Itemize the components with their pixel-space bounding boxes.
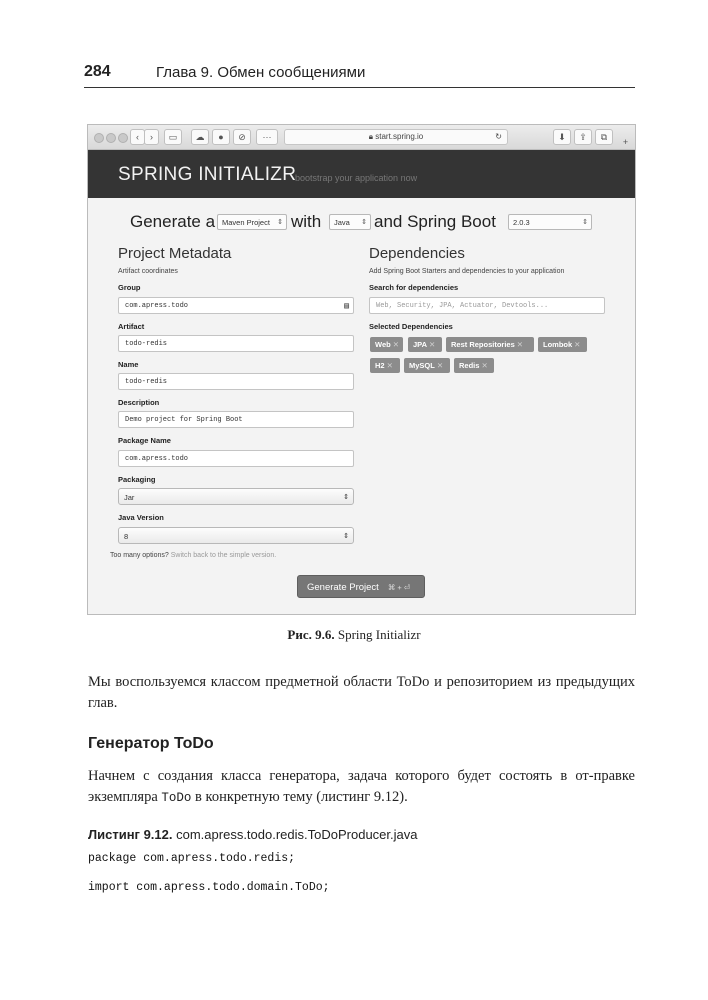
select-arrow-icon: ⇕ xyxy=(343,494,349,501)
more-icon[interactable]: ··· xyxy=(256,129,278,145)
java-version-select[interactable]: 8 ⇕ xyxy=(118,527,354,544)
app-subtitle: bootstrap your application now xyxy=(295,173,418,183)
name-label: Name xyxy=(118,360,139,369)
sidebar-icon[interactable]: ▭ xyxy=(164,129,182,145)
selected-label: Selected Dependencies xyxy=(369,322,453,331)
artifact-input[interactable]: todo-redis xyxy=(118,335,354,352)
select-arrow-icon: ⇕ xyxy=(277,219,283,226)
chapter-title: Глава 9. Обмен сообщениями xyxy=(156,64,366,81)
name-input[interactable]: todo-redis xyxy=(118,373,354,390)
package-input[interactable]: com.apress.todo xyxy=(118,450,354,467)
description-label: Description xyxy=(118,398,160,407)
dependency-search-input[interactable]: Web, Security, JPA, Actuator, Devtools... xyxy=(369,297,605,314)
group-label: Group xyxy=(118,283,141,292)
paragraph-2: Начнем с создания класса генератора, задача которого будет состоять в от-правке экземпляра ToDo в конкретную тему (листинг 9.12). xyxy=(88,768,635,805)
contact-card-icon: ▤ xyxy=(344,302,349,311)
code-line-import: import com.apress.todo.domain.ToDo; xyxy=(88,881,330,894)
metadata-subheading: Artifact coordinates xyxy=(118,268,178,275)
dependencies-heading: Dependencies xyxy=(369,245,465,262)
back-icon[interactable]: ‹ xyxy=(130,129,145,145)
window-zoom-dot[interactable] xyxy=(118,133,128,143)
remove-icon: ✕ xyxy=(392,340,399,349)
section-title: Генератор ToDo xyxy=(88,735,214,752)
remove-icon: ✕ xyxy=(429,340,436,349)
dependencies-subheading: Add Spring Boot Starters and dependencies to your application xyxy=(369,268,565,275)
window-close-dot[interactable] xyxy=(94,133,104,143)
remove-icon: ✕ xyxy=(574,340,581,349)
reload-icon[interactable]: ↻ xyxy=(495,132,502,141)
chip-mysql[interactable]: MySQL ✕ xyxy=(404,358,450,373)
figure-caption: Рис. 9.6. Spring Initializr xyxy=(287,627,421,642)
language-select[interactable]: Java ⇕ xyxy=(329,214,371,230)
listing-caption: Листинг 9.12. com.apress.todo.redis.ToDoProducer.java xyxy=(88,827,418,842)
select-arrow-icon: ⇕ xyxy=(361,219,367,226)
boot-version-select[interactable]: 2.0.3 ⇕ xyxy=(508,214,592,230)
browser-toolbar xyxy=(88,125,635,150)
chip-rest-repositories[interactable]: Rest Repositories ✕ xyxy=(446,337,534,352)
lock-icon: 🔒︎ xyxy=(368,132,373,141)
cloud-icon[interactable]: ☁ xyxy=(191,129,209,145)
metadata-heading: Project Metadata xyxy=(118,245,232,262)
chip-web[interactable]: Web ✕ xyxy=(370,337,403,352)
app-header xyxy=(88,150,635,198)
packaging-select[interactable]: Jar ⇕ xyxy=(118,488,354,505)
download-icon[interactable]: ⬇ xyxy=(553,129,571,145)
select-arrow-icon: ⇕ xyxy=(582,219,588,226)
description-input[interactable]: Demo project for Spring Boot xyxy=(118,411,354,428)
chip-h2[interactable]: H2 ✕ xyxy=(370,358,400,373)
group-input[interactable]: com.apress.todo ▤ xyxy=(118,297,354,314)
url-text: start.spring.io xyxy=(375,132,424,141)
switch-simple-link[interactable]: Switch back to the simple version. xyxy=(170,552,277,559)
search-label: Search for dependencies xyxy=(369,283,459,292)
share-icon[interactable]: ⇪ xyxy=(574,129,592,145)
chip-lombok[interactable]: Lombok ✕ xyxy=(538,337,587,352)
too-many-options: Too many options? Switch back to the simple version. xyxy=(110,552,277,559)
paragraph-1: Мы воспользуемся классом предметной области ToDo и репозиторием из предыдущих глав. xyxy=(88,674,635,711)
packaging-label: Packaging xyxy=(118,475,156,484)
chip-redis[interactable]: Redis ✕ xyxy=(454,358,494,373)
header-rule xyxy=(84,87,635,88)
figure-screenshot xyxy=(87,124,636,615)
page-number: 284 xyxy=(84,63,111,80)
tabs-icon[interactable]: ⧉ xyxy=(595,129,613,145)
boot-label: and Spring Boot xyxy=(374,212,496,231)
generate-project-button[interactable]: Generate Project ⌘ + ⏎ xyxy=(297,575,425,598)
java-version-label: Java Version xyxy=(118,513,164,522)
chip-jpa[interactable]: JPA ✕ xyxy=(408,337,442,352)
remove-icon: ✕ xyxy=(436,361,444,370)
artifact-label: Artifact xyxy=(118,322,145,331)
app-title: SPRING INITIALIZR xyxy=(118,164,297,185)
address-bar[interactable] xyxy=(284,129,508,145)
plus-icon[interactable]: + xyxy=(622,137,629,147)
package-label: Package Name xyxy=(118,436,171,445)
select-arrow-icon: ⇕ xyxy=(343,533,349,540)
with-label: with xyxy=(291,212,322,231)
code-line-package: package com.apress.todo.redis; xyxy=(88,852,296,865)
window-minimize-dot[interactable] xyxy=(106,133,116,143)
remove-icon: ✕ xyxy=(386,361,393,370)
generate-prefix: Generate a xyxy=(130,212,216,231)
block-icon[interactable]: ⊘ xyxy=(233,129,251,145)
project-type-select[interactable]: Maven Project ⇕ xyxy=(217,214,287,230)
forward-icon[interactable]: › xyxy=(144,129,159,145)
remove-icon: ✕ xyxy=(481,361,488,370)
remove-icon: ✕ xyxy=(516,340,524,349)
stop-icon[interactable]: ● xyxy=(212,129,230,145)
